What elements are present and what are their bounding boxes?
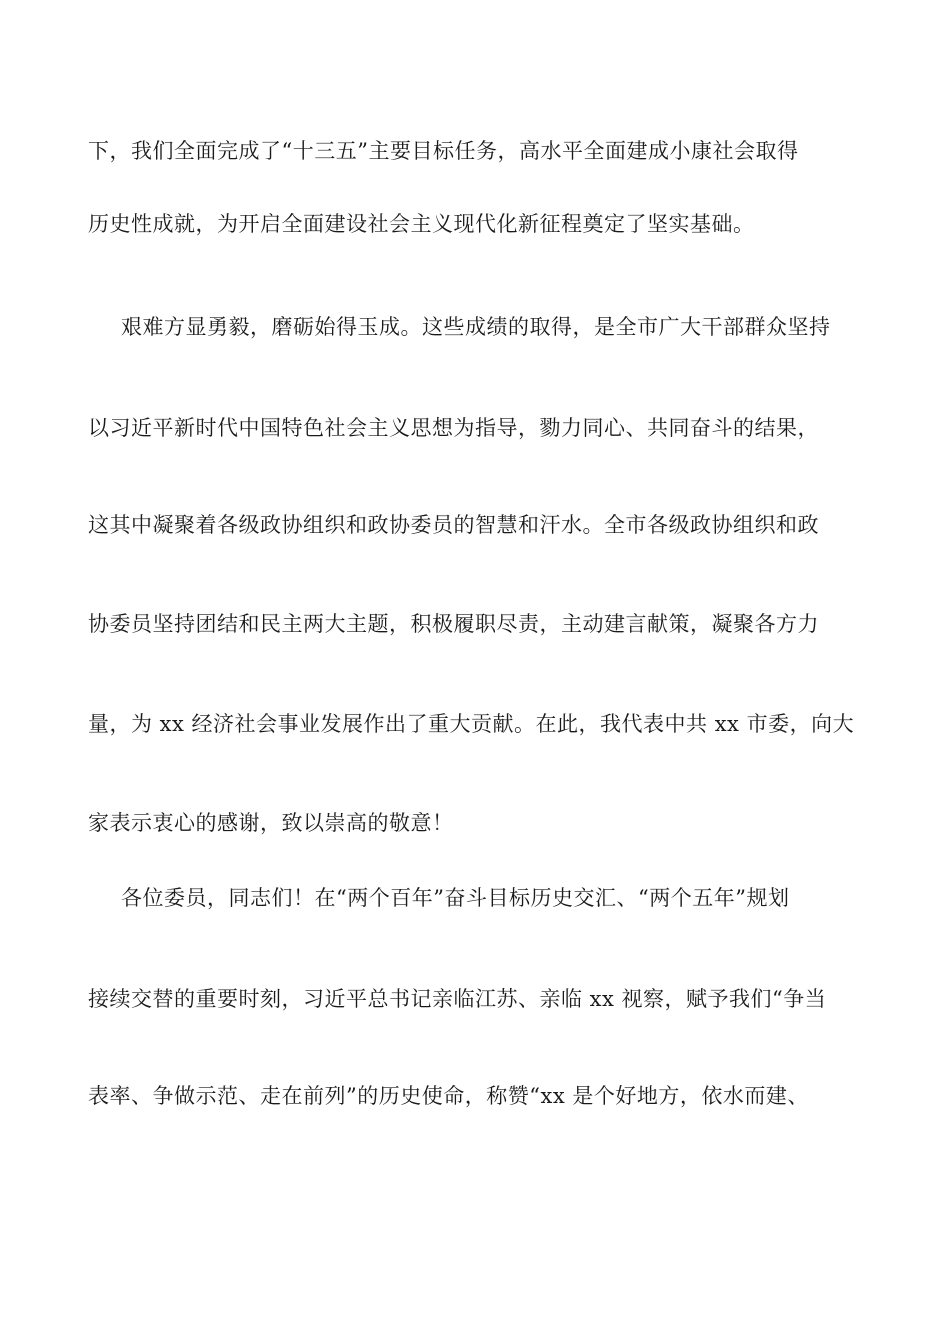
text-line: 下，我们全面完成了“十三五”主要目标任务，高水平全面建成小康社会取得 bbox=[88, 139, 799, 163]
text-line: 协委员坚持团结和民主两大主题，积极履职尽责，主动建言献策，凝聚各方力 bbox=[88, 612, 819, 636]
paragraph-start-line: 各位委员，同志们！在“两个百年”奋斗目标历史交汇、“两个五年”规划 bbox=[121, 886, 790, 910]
text-line: 以习近平新时代中国特色社会主义思想为指导，勠力同心、共同奋斗的结果， bbox=[88, 416, 819, 440]
text-line: 量，为 xx 经济社会事业发展作出了重大贡献。在此，我代表中共 xx 市委，向大 bbox=[88, 712, 855, 736]
text-line: 历史性成就，为开启全面建设社会主义现代化新征程奠定了坚实基础。 bbox=[88, 212, 755, 236]
paragraph-start-line: 艰难方显勇毅，磨砺始得玉成。这些成绩的取得，是全市广大干部群众坚持 bbox=[121, 315, 831, 339]
text-line: 家表示衷心的感谢，致以崇高的敬意！ bbox=[88, 811, 454, 835]
text-line: 表率、争做示范、走在前列”的历史使命，称赞“xx 是个好地方，依水而建、 bbox=[88, 1084, 809, 1108]
text-line: 接续交替的重要时刻，习近平总书记亲临江苏、亲临 xx 视察，赋予我们“争当 bbox=[88, 987, 827, 1011]
text-line: 这其中凝聚着各级政协组织和政协委员的智慧和汗水。全市各级政协组织和政 bbox=[88, 513, 819, 537]
